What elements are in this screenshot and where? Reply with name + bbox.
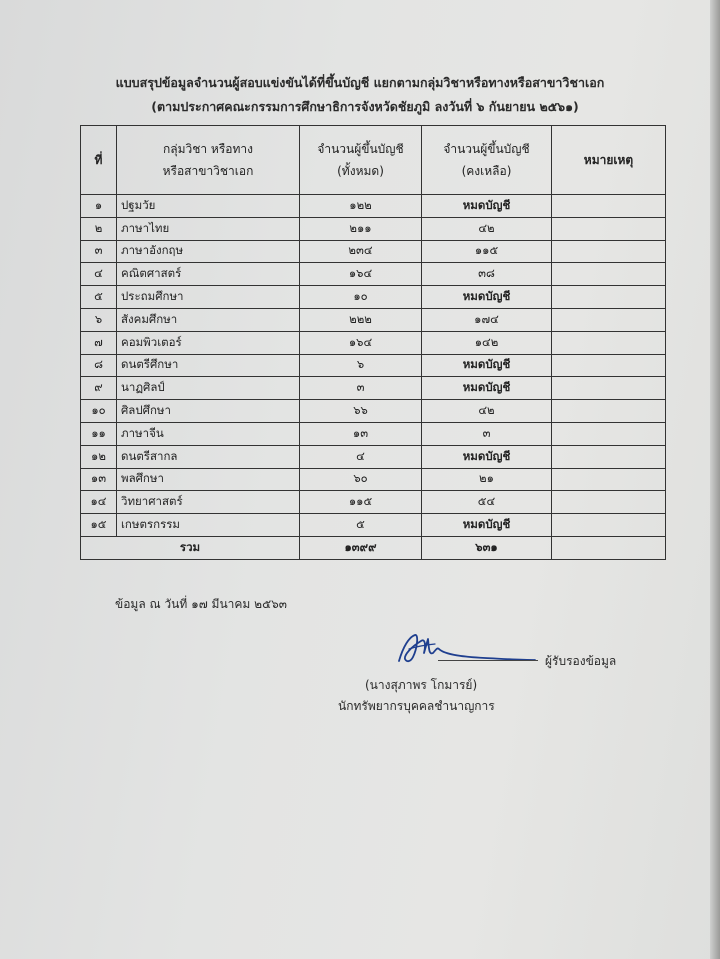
row-total: ๖๐ [300, 468, 422, 491]
summary-table [80, 125, 666, 560]
row-remaining: ๑๗๔ [422, 308, 552, 331]
row-remarks [552, 286, 666, 309]
header-no: ที่ [81, 126, 117, 195]
row-remaining: ๓๘ [422, 263, 552, 286]
table-row [81, 491, 666, 514]
row-no: ๑๑ [81, 422, 117, 445]
row-no: ๑ [81, 195, 117, 218]
table-row [81, 240, 666, 263]
row-remaining: หมดบัญชี [422, 195, 552, 218]
row-remarks [552, 514, 666, 537]
row-total: ๒๓๔ [300, 240, 422, 263]
row-no: ๘ [81, 354, 117, 377]
row-subject: ดนตรีสากล [117, 445, 300, 468]
table-header-row [81, 126, 666, 195]
row-subject: คณิตศาสตร์ [117, 263, 300, 286]
row-remaining: ๓ [422, 422, 552, 445]
row-total: ๕ [300, 514, 422, 537]
footer-total: ๑๓๙๙ [300, 536, 422, 559]
row-remaining: ๕๔ [422, 491, 552, 514]
row-subject: ดนตรีศึกษา [117, 354, 300, 377]
header-remaining-line2: (คงเหลือ) [461, 164, 512, 178]
row-remarks [552, 240, 666, 263]
row-no: ๒ [81, 217, 117, 240]
footer-label: รวม [81, 536, 300, 559]
page-edge-shadow [710, 0, 720, 959]
row-remaining: หมดบัญชี [422, 514, 552, 537]
row-subject: นาฏศิลป์ [117, 377, 300, 400]
row-no: ๖ [81, 308, 117, 331]
row-remarks [552, 468, 666, 491]
row-no: ๙ [81, 377, 117, 400]
row-subject: ปฐมวัย [117, 195, 300, 218]
row-subject: ภาษาจีน [117, 422, 300, 445]
row-subject: คอมพิวเตอร์ [117, 331, 300, 354]
table-row [81, 263, 666, 286]
row-subject: พลศึกษา [117, 468, 300, 491]
row-remarks [552, 195, 666, 218]
row-total: ๑๖๔ [300, 331, 422, 354]
row-remarks [552, 217, 666, 240]
row-remaining: ๑๑๕ [422, 240, 552, 263]
footer-remarks [552, 536, 666, 559]
header-remarks: หมายเหตุ [552, 126, 666, 195]
row-remarks [552, 422, 666, 445]
row-total: ๑๒๒ [300, 195, 422, 218]
header-total-line1: จำนวนผู้ขึ้นบัญชี [317, 142, 404, 156]
row-total: ๓ [300, 377, 422, 400]
header-total-line2: (ทั้งหมด) [337, 164, 384, 178]
document-title: แบบสรุปข้อมูลจำนวนผู้สอบแข่งขันได้ที่ขึ้นบัญชี แยกตามกลุ่มวิชาหรือทางหรือสาขาวิชาเอก [115, 75, 605, 90]
row-remarks [552, 377, 666, 400]
row-remarks [552, 331, 666, 354]
row-total: ๑๐ [300, 286, 422, 309]
certifier-role: ผู้รับรองข้อมูล [545, 654, 617, 668]
table-row [81, 422, 666, 445]
header-subject-line2: หรือสาขาวิชาเอก [162, 164, 254, 178]
row-subject: ภาษาอังกฤษ [117, 240, 300, 263]
row-no: ๑๒ [81, 445, 117, 468]
row-subject: ประถมศึกษา [117, 286, 300, 309]
certifier-position: นักทรัพยากรบุคคลชำนาญการ [338, 699, 495, 713]
header-subject-line1: กลุ่มวิชา หรือทาง [162, 142, 254, 156]
table-row [81, 308, 666, 331]
header-remaining [422, 126, 552, 195]
table-row [81, 377, 666, 400]
table-row [81, 217, 666, 240]
table-row [81, 331, 666, 354]
table-row [81, 354, 666, 377]
row-remaining: ๒๑ [422, 468, 552, 491]
signature-image [395, 625, 545, 675]
header-total [300, 126, 422, 195]
row-no: ๑๐ [81, 400, 117, 423]
row-total: ๒๒๒ [300, 308, 422, 331]
signature-line [438, 660, 538, 661]
table-body [81, 195, 666, 537]
row-remarks [552, 354, 666, 377]
header-remaining-line1: จำนวนผู้ขึ้นบัญชี [443, 142, 530, 156]
row-total: ๖ [300, 354, 422, 377]
data-as-of-date: ข้อมูล ณ วันที่ ๑๗ มีนาคม ๒๕๖๓ [115, 597, 287, 611]
table-row [81, 514, 666, 537]
certifier-name: (นางสุภาพร โกมารย์) [365, 678, 478, 692]
row-remaining: หมดบัญชี [422, 286, 552, 309]
row-no: ๔ [81, 263, 117, 286]
row-remaining: หมดบัญชี [422, 377, 552, 400]
row-remarks [552, 445, 666, 468]
header-subject [117, 126, 300, 195]
row-subject: สังคมศึกษา [117, 308, 300, 331]
row-no: ๑๔ [81, 491, 117, 514]
table-footer-row [81, 536, 666, 559]
row-no: ๑๓ [81, 468, 117, 491]
row-remaining: ๑๔๒ [422, 331, 552, 354]
table-row [81, 400, 666, 423]
row-remarks [552, 263, 666, 286]
row-remaining: หมดบัญชี [422, 354, 552, 377]
row-total: ๑๑๕ [300, 491, 422, 514]
table-row [81, 195, 666, 218]
row-remarks [552, 491, 666, 514]
row-remarks [552, 400, 666, 423]
row-no: ๓ [81, 240, 117, 263]
row-total: ๔ [300, 445, 422, 468]
footer-remaining: ๖๓๑ [422, 536, 552, 559]
row-total: ๑๓ [300, 422, 422, 445]
row-subject: วิทยาศาสตร์ [117, 491, 300, 514]
row-no: ๑๕ [81, 514, 117, 537]
row-no: ๕ [81, 286, 117, 309]
row-subject: ภาษาไทย [117, 217, 300, 240]
row-total: ๖๖ [300, 400, 422, 423]
document-subtitle: (ตามประกาศคณะกรรมการศึกษาธิการจังหวัดชัยภูมิ ลงวันที่ ๖ กันยายน ๒๕๖๑) [151, 99, 579, 114]
row-no: ๗ [81, 331, 117, 354]
row-remaining: หมดบัญชี [422, 445, 552, 468]
row-remaining: ๔๒ [422, 400, 552, 423]
row-total: ๑๖๔ [300, 263, 422, 286]
table-row [81, 468, 666, 491]
row-subject: เกษตรกรรม [117, 514, 300, 537]
row-subject: ศิลปศึกษา [117, 400, 300, 423]
table-row [81, 286, 666, 309]
row-remarks [552, 308, 666, 331]
row-total: ๒๑๑ [300, 217, 422, 240]
row-remaining: ๔๒ [422, 217, 552, 240]
table-row [81, 445, 666, 468]
